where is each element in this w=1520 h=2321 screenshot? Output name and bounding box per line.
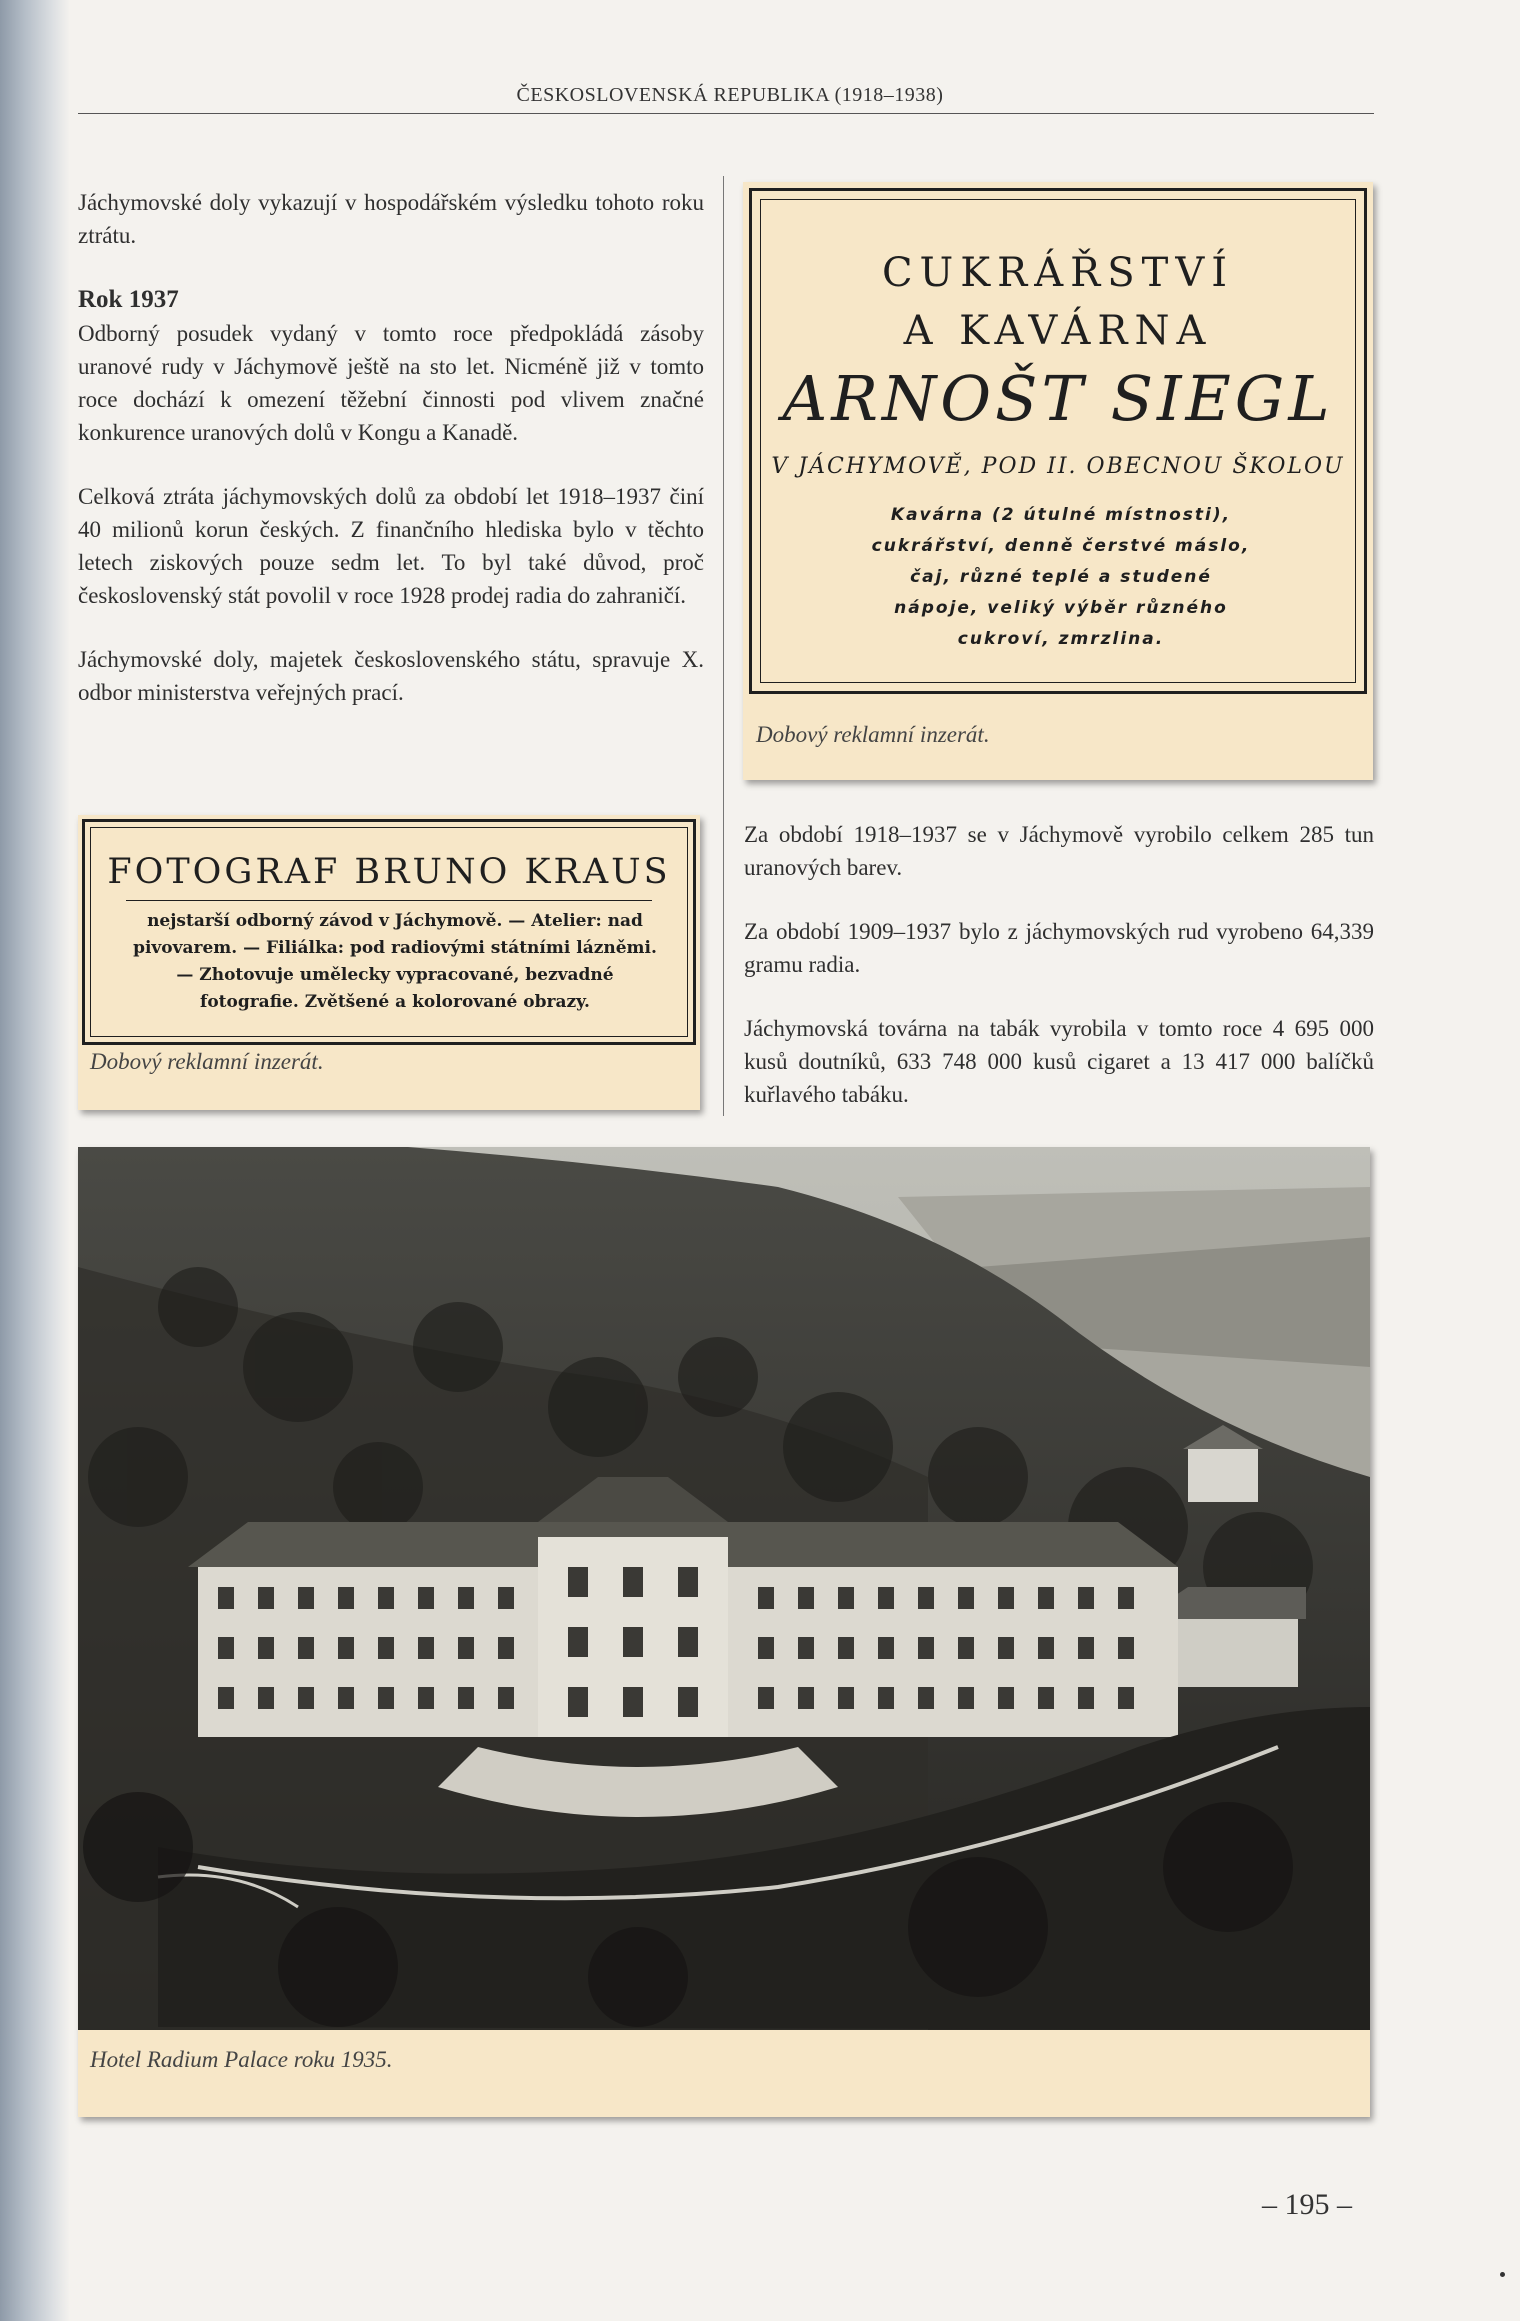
binding-shadow bbox=[0, 0, 70, 2321]
photo-caption: Hotel Radium Palace roku 1935. bbox=[90, 2047, 393, 2072]
ad-kraus-description: nejstarší odborný závod v Jáchymově. — Atelier: nad pivovarem. — Filiálka: pod radiovými státními lázněmi. — Zhotovuje umělecky vypracované, bezvadné fotografie. Zvětšené a kolorované obrazy. bbox=[133, 911, 657, 1012]
hotel-photo-image bbox=[78, 1147, 1370, 2030]
right-paragraph-3: Jáchymovská továrna na tabák vyrobila v tomto roce 4 695 000 kusů doutníků, 633 748 000 kusů cigaret a 13 417 000 balíčků kuřlavého tabáku. bbox=[744, 1016, 1374, 1107]
left-paragraph-2: Odborný posudek vydaný v tomto roce předpokládá zásoby uranové rudy v Jáchymově ještě na sto let. Nicméně již v tomto roce dochází k omezení těžební činnosti pod vlivem značné konkurence uranových dolů v Kongu a Kanadě. bbox=[78, 321, 704, 445]
left-paragraph-1: Jáchymovské doly vykazují v hospodářském výsledku tohoto roku ztrátu. bbox=[78, 190, 704, 248]
ad-siegl bbox=[743, 182, 1373, 780]
header-rule bbox=[78, 113, 1374, 114]
left-column bbox=[78, 186, 704, 740]
ad-frame bbox=[749, 188, 1367, 694]
ad-frame bbox=[82, 819, 696, 1045]
ad-kraus-caption: Dobový reklamní inzerát. bbox=[90, 1049, 324, 1074]
ad-siegl-name: ARNOŠT SIEGL bbox=[782, 362, 1334, 435]
section-heading: Rok 1937 bbox=[78, 286, 179, 313]
ad-siegl-line1: CUKRÁŘSTVÍ bbox=[881, 250, 1235, 296]
right-paragraph-1: Za období 1918–1937 se v Jáchymově vyrobilo celkem 285 tun uranových barev. bbox=[744, 822, 1374, 880]
ad-siegl-description: Kavárna (2 útulné místnosti), cukrářství, denně čerstvé máslo, čaj, různé teplé a studené nápoje, veliký výběr různého cukroví, zmrzlina. bbox=[871, 505, 1251, 649]
ad-siegl-line2: A KAVÁRNA bbox=[903, 308, 1213, 354]
right-paragraph-2: Za období 1909–1937 bylo z jáchymovských rud vyrobeno 64,339 gramu radia. bbox=[744, 919, 1374, 977]
hotel-photo bbox=[78, 1147, 1370, 2030]
photo-card bbox=[78, 1147, 1370, 2117]
page-number: – 195 – bbox=[1262, 2188, 1352, 2221]
left-paragraph-4: Jáchymovské doly, majetek československého státu, spravuje X. odbor ministerstva veřejných prací. bbox=[78, 647, 704, 705]
ad-kraus-name: FOTOGRAF BRUNO KRAUS bbox=[107, 852, 671, 892]
ad-kraus bbox=[78, 815, 700, 1110]
ad-siegl-address: V JÁCHYMOVĚ, POD II. OBECNOU ŠKOLOU bbox=[771, 454, 1345, 479]
ad-siegl-caption: Dobový reklamní inzerát. bbox=[756, 722, 990, 747]
running-head: ČESKOSLOVENSKÁ REPUBLIKA (1918–1938) bbox=[516, 84, 944, 106]
left-paragraph-3: Celková ztráta jáchymovských dolů za období let 1918–1937 činí 40 milionů korun českých. Z finančního hlediska bylo v těchto letech ziskových pouze sedm let. To byl také důvod, proč československý stát povolil v roce 1928 prodej radia do zahraničí. bbox=[78, 484, 704, 608]
right-column bbox=[744, 818, 1374, 1142]
column-divider bbox=[723, 176, 724, 1116]
stray-dot bbox=[1500, 2272, 1505, 2277]
ad-kraus-rule bbox=[126, 900, 652, 901]
